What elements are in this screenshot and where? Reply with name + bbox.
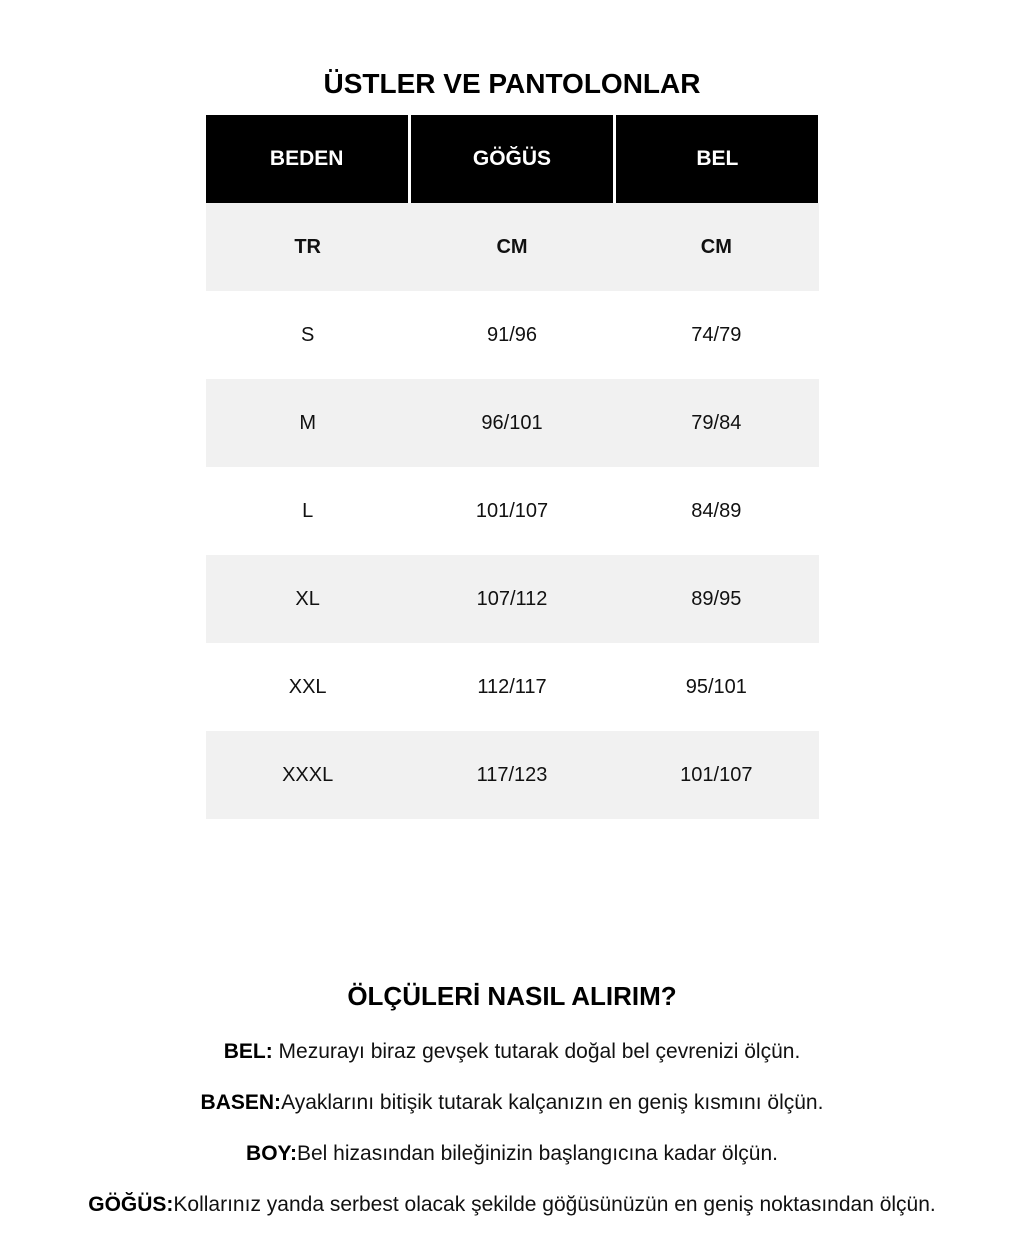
size-cell: L <box>302 499 314 522</box>
guide-label-bel: BEL: <box>223 1040 273 1063</box>
size-table <box>206 115 819 819</box>
waist-cell: 74/79 <box>691 323 742 346</box>
table-row <box>206 731 819 819</box>
guide-line-boy <box>0 1142 1024 1166</box>
guide-line-basen <box>0 1091 1024 1115</box>
unit-cell-size: TR <box>294 235 321 258</box>
table-row <box>206 555 819 643</box>
waist-cell: 84/89 <box>691 499 742 522</box>
waist-cell: 89/95 <box>691 587 742 610</box>
column-header-beden: BEDEN <box>206 115 408 203</box>
guide-text-bel: Mezurayı biraz gevşek tutarak doğal bel çevrenizi ölçün. <box>272 1040 801 1063</box>
waist-cell: 79/84 <box>691 411 742 434</box>
waist-cell: 95/101 <box>685 675 747 698</box>
column-header-bel: BEL <box>613 115 818 203</box>
table-row <box>206 643 819 731</box>
guide-text-gogus: Kollarınız yanda serbest olacak şekilde göğüsünüzün en geniş noktasından ölçün. <box>173 1193 936 1216</box>
guide-label-basen: BASEN: <box>200 1091 282 1114</box>
size-cell: XL <box>295 587 320 610</box>
chest-cell: 107/112 <box>476 587 548 610</box>
guide-heading: ÖLÇÜLERİ NASIL ALIRIM? <box>347 981 677 1011</box>
page-title: ÜSTLER VE PANTOLONLAR <box>323 68 701 99</box>
column-header-gogus: GÖĞÜS <box>408 115 613 203</box>
size-cell: XXXL <box>282 763 334 786</box>
measure-guide <box>0 983 1024 1217</box>
table-row <box>206 379 819 467</box>
chest-cell: 91/96 <box>486 323 538 346</box>
table-row-units <box>206 203 819 291</box>
table-row <box>206 291 819 379</box>
size-cell: M <box>299 411 316 434</box>
guide-label-boy: BOY: <box>246 1142 297 1165</box>
unit-cell-waist: CM <box>700 235 732 258</box>
waist-cell: 101/107 <box>680 763 753 786</box>
size-table-header <box>206 115 819 203</box>
size-cell: XXL <box>288 675 327 698</box>
guide-line-gogus <box>0 1193 1024 1217</box>
guide-line-bel <box>0 1040 1024 1064</box>
chest-cell: 112/117 <box>477 675 547 698</box>
table-row <box>206 467 819 555</box>
guide-label-gogus: GÖĞÜS: <box>88 1193 174 1216</box>
chest-cell: 101/107 <box>475 499 549 522</box>
size-cell: S <box>300 323 315 346</box>
unit-cell-chest: CM <box>496 235 528 258</box>
chest-cell: 96/101 <box>481 411 543 434</box>
guide-text-boy: Bel hizasından bileğinizin başlangıcına kadar ölçün. <box>296 1142 778 1165</box>
chest-cell: 117/123 <box>476 763 548 786</box>
guide-text-basen: Ayaklarını bitişik tutarak kalçanızın en geniş kısmını ölçün. <box>281 1091 824 1114</box>
